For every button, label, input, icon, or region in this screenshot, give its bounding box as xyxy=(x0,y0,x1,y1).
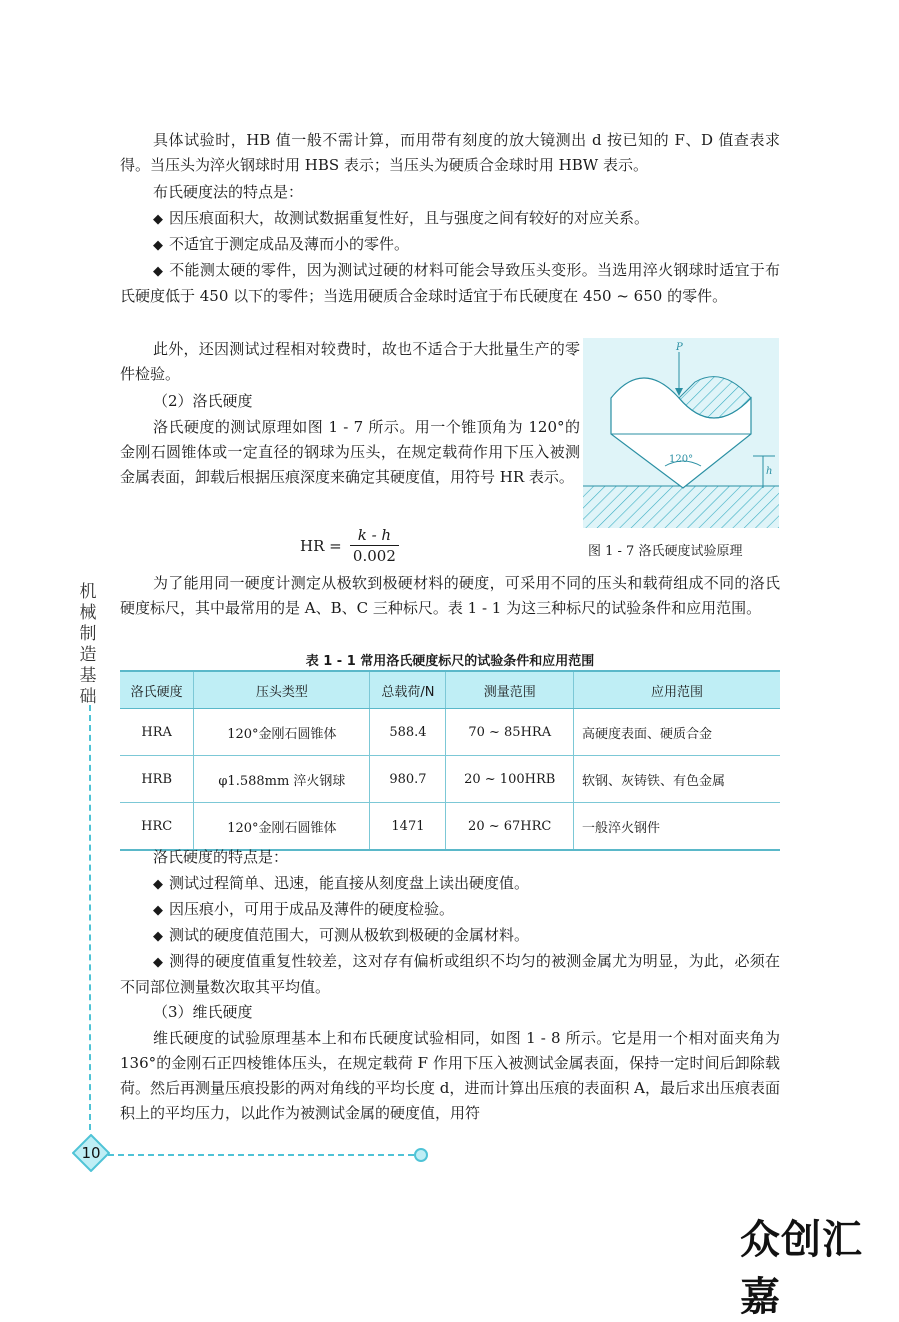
table-cell: HRA xyxy=(120,709,194,756)
table-cell: HRC xyxy=(120,803,194,851)
table-cell: 20 ~ 67HRC xyxy=(446,803,574,851)
paragraph-brinell-features: 布氏硬度法的特点是： xyxy=(153,183,304,201)
table-cell: 120°金刚石圆锥体 xyxy=(194,803,370,851)
bullet-item: ◆ 测得的硬度值重复性较差，这对存有偏析或组织不均匀的被测金属尤为明显，为此，必须在不同部位测量数次取其平均值。 xyxy=(120,949,780,1000)
table-header: 测量范围 xyxy=(446,671,574,709)
table-cell: 1471 xyxy=(370,803,446,851)
table-cell: 软钢、灰铸铁、有色金属 xyxy=(573,756,780,803)
paragraph-hb-reading: 具体试验时，HB 值一般不需计算，而用带有刻度的放大镜测出 d 按已知的 F、D 值查表求得。当压头为淬火钢球时用 HBS 表示；当压头为硬质合金球时用 HBW 表示。 xyxy=(120,131,780,174)
paragraph-rockwell-principle: 洛氏硬度的测试原理如图 1 - 7 所示。用一个锥顶角为 120°的金刚石圆锥体或一定直径的钢球为压头，在规定载荷作用下压入被测金属表面，卸载后根据压痕深度来确定其硬度值，用符号 HR 表示。 xyxy=(120,418,580,486)
table-cell: HRB xyxy=(120,756,194,803)
table-cell: 70 ~ 85HRA xyxy=(446,709,574,756)
table-header: 洛氏硬度 xyxy=(120,671,194,709)
bullet-item: ◆ 因压痕小，可用于成品及薄件的硬度检验。 xyxy=(120,897,780,923)
figure-caption: 图 1 - 7 洛氏硬度试验原理 xyxy=(588,544,743,559)
bullet-item: ◆ 测试的硬度值范围大，可测从极软到极硬的金属材料。 xyxy=(120,923,780,949)
hr-formula xyxy=(300,525,399,566)
table-cell: 高硬度表面、硬质合金 xyxy=(573,709,780,756)
table-cell: 一般淬火钢件 xyxy=(573,803,780,851)
paragraph-batch-note: 此外，还因测试过程相对较费时，故也不适合于大批量生产的零件检验。 xyxy=(120,340,580,383)
paragraph-scales: 为了能用同一硬度计测定从极软到极硬材料的硬度，可采用不同的压头和载荷组成不同的洛氏硬度标尺，其中最常用的是 A、B、C 三种标尺。表 1 - 1 为这三种标尺的试验条件和应用范围。 xyxy=(120,574,780,617)
bullet-item: ◆ 不能测太硬的零件，因为测试过硬的材料可能会导致压头变形。当选用淬火钢球时适宜于布氏硬度低于 450 以下的零件；当选用硬质合金球时适宜于布氏硬度在 450 ~ 650 的零件。 xyxy=(120,258,780,309)
table-row xyxy=(120,756,780,803)
table-header: 总载荷/N xyxy=(370,671,446,709)
table-row xyxy=(120,803,780,851)
table-cell: 120°金刚石圆锥体 xyxy=(194,709,370,756)
footer-dot xyxy=(414,1148,428,1162)
table-cell: 588.4 xyxy=(370,709,446,756)
page-number: 10 xyxy=(81,1144,101,1162)
margin-decoration xyxy=(89,705,91,1130)
paragraph-rockwell-features: 洛氏硬度的特点是： xyxy=(153,848,289,866)
paragraph-vickers-principle: 维氏硬度的试验原理基本上和布氏硬度试验相同，如图 1 - 8 所示。它是用一个相对面夹角为 136°的金刚石正四棱锥体压头，在规定载荷 F 作用下压入被测试金属表面，保持一定时间后卸除载荷。然后再测量压痕投影的两对角线的平均长度 d，进而计算出压痕的表面积 A，最后求出压痕表面积上的平均压力，以此作为被测试金属的硬度值，用符 xyxy=(120,1029,780,1122)
section-heading-vickers: （3）维氏硬度 xyxy=(153,1003,253,1021)
footer-decoration xyxy=(108,1154,414,1156)
bullet-item: ◆ 不适宜于测定成品及薄而小的零件。 xyxy=(120,232,780,258)
table-cell: φ1.588mm 淬火钢球 xyxy=(194,756,370,803)
rockwell-test-diagram xyxy=(583,338,779,528)
depth-label: h xyxy=(766,466,773,477)
bullet-item: ◆ 测试过程简单、迅速，能直接从刻度盘上读出硬度值。 xyxy=(120,871,780,897)
formula-lhs: HR = xyxy=(300,536,342,555)
formula-denominator: 0.002 xyxy=(352,547,396,565)
rockwell-scale-table xyxy=(120,670,780,851)
table-cell: 980.7 xyxy=(370,756,446,803)
watermark: 众创汇嘉 xyxy=(740,1217,863,1320)
table-row xyxy=(120,709,780,756)
load-label: P xyxy=(676,342,683,353)
table-header: 应用范围 xyxy=(573,671,780,709)
formula-numerator: k - h xyxy=(350,525,399,546)
table-caption: 表 1 - 1 常用洛氏硬度标尺的试验条件和应用范围 xyxy=(305,654,595,669)
bullet-item: ◆ 因压痕面积大，故测试数据重复性好，且与强度之间有较好的对应关系。 xyxy=(120,206,780,232)
table-cell: 20 ~ 100HRB xyxy=(446,756,574,803)
book-title-vertical: 机械制造基础 xyxy=(79,582,97,707)
table-header: 压头类型 xyxy=(194,671,370,709)
angle-label: 120° xyxy=(669,454,694,465)
section-heading-rockwell: （2）洛氏硬度 xyxy=(153,392,253,410)
